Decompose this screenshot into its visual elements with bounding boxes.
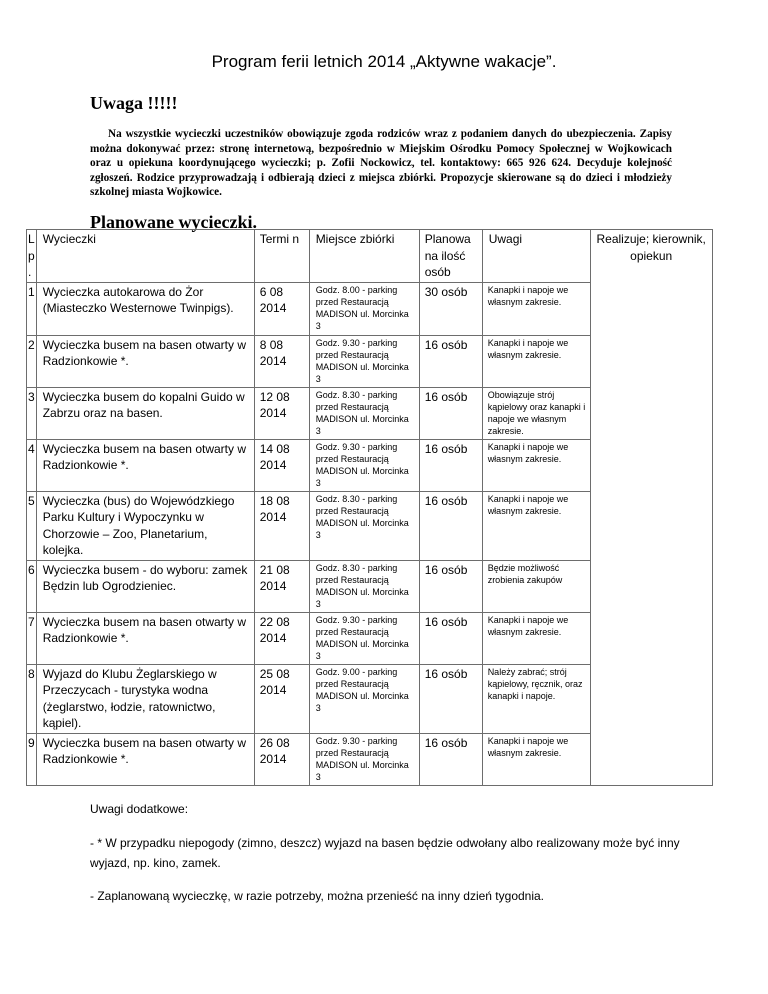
row-number: 4 [27, 439, 37, 491]
planned-count: 16 osób [419, 491, 482, 560]
trip-notes: Kanapki i napoje we własnym zakresie. [482, 439, 590, 491]
planned-count: 16 osób [419, 439, 482, 491]
planned-count: 16 osób [419, 733, 482, 785]
trip-notes: Kanapki i napoje we własnym zakresie. [482, 282, 590, 335]
planned-count: 16 osób [419, 387, 482, 439]
trip-date: 21 08 2014 [254, 560, 309, 612]
trip-notes: Kanapki i napoje we własnym zakresie. [482, 733, 590, 785]
trip-description: Wyjazd do Klubu Żeglarskiego w Przeczycach - turystyka wodna (żeglarstwo, łodzie, ratownictwo, kąpiel). [36, 664, 254, 733]
planned-count: 16 osób [419, 335, 482, 387]
meeting-place: Godz. 9.30 - parking przed Restauracją MADISON ul. Morcinka 3 [309, 439, 419, 491]
warning-heading: Uwaga !!!!! [90, 93, 178, 113]
planned-count: 16 osób [419, 612, 482, 664]
trip-notes: Należy zabrać; strój kąpielowy, ręcznik, oraz kanapki i napoje. [482, 664, 590, 733]
planned-trips-heading: Planowane wycieczki. [90, 212, 257, 232]
trip-description: Wycieczka busem na basen otwarty w Radzionkowie *. [36, 335, 254, 387]
planned-count: 16 osób [419, 560, 482, 612]
trip-description: Wycieczka busem do kopalni Guido w Zabrzu oraz na basen. [36, 387, 254, 439]
trip-notes: Będzie możliwość zrobienia zakupów [482, 560, 590, 612]
extra-notes-heading: Uwagi dodatkowe: [90, 802, 189, 816]
intro-paragraph: Na wszystkie wycieczki uczestników obowiązuje zgoda rodziców wraz z podaniem danych do ubezpieczenia. Zapisy można dokonywać przez: stronę internetową, bezpośrednio w Miejskim Ośrodku Pomocy Społecznej w Wojkowicach oraz u opiekuna koordynującego wycieczki; p. Zofii Nockowicz, tel. kontaktowy: 665 926 624. Decyduje kolejność zgłoszeń. Rodzice przyprowadzają i odbierają dzieci z miejsca zbiórki. Propozycje skierowane są do dzieci i młodzieży szkolnej miasta Wojkowice. [90, 128, 672, 198]
extra-note-2: - Zaplanowaną wycieczkę, w razie potrzeby, można przenieść na inny dzień tygodnia. [90, 889, 545, 903]
trip-notes: Kanapki i napoje we własnym zakresie. [482, 335, 590, 387]
trip-date: 25 08 2014 [254, 664, 309, 733]
header-trip: Wycieczki [36, 230, 254, 283]
header-place: Miejsce zbiórki [309, 230, 419, 283]
trip-description: Wycieczka autokarowa do Żor (Miasteczko Westernowe Twinpigs). [36, 282, 254, 335]
trip-date: 8 08 2014 [254, 335, 309, 387]
trip-description: Wycieczka busem - do wyboru: zamek Będzin lub Ogrodzieniec. [36, 560, 254, 612]
planned-count: 16 osób [419, 664, 482, 733]
planned-count: 30 osób [419, 282, 482, 335]
extra-note-1: - * W przypadku niepogody (zimno, deszcz) wyjazd na basen będzie odwołany albo realizowany może być inny wyjazd, np. kino, zamek. [90, 836, 680, 870]
trip-notes: Kanapki i napoje we własnym zakresie. [482, 491, 590, 560]
trip-description: Wycieczka busem na basen otwarty w Radzionkowie *. [36, 733, 254, 785]
trip-description: Wycieczka busem na basen otwarty w Radzionkowie *. [36, 612, 254, 664]
row-number: 8 [27, 664, 37, 733]
trip-date: 14 08 2014 [254, 439, 309, 491]
trip-notes: Kanapki i napoje we własnym zakresie. [482, 612, 590, 664]
row-number: 9 [27, 733, 37, 785]
table-header-row [27, 230, 713, 283]
meeting-place: Godz. 8.30 - parking przed Restauracją MADISON ul. Morcinka 3 [309, 560, 419, 612]
row-number: 7 [27, 612, 37, 664]
document-title: Program ferii letnich 2014 „Aktywne wakacje”. [211, 52, 557, 71]
meeting-place: Godz. 9.30 - parking przed Restauracją MADISON ul. Morcinka 3 [309, 335, 419, 387]
trip-date: 26 08 2014 [254, 733, 309, 785]
trip-date: 22 08 2014 [254, 612, 309, 664]
header-lp: L p . [27, 230, 37, 283]
row-number: 3 [27, 387, 37, 439]
trip-date: 12 08 2014 [254, 387, 309, 439]
trip-date: 6 08 2014 [254, 282, 309, 335]
header-realizes: Realizuje; kierownik, opiekun [590, 230, 712, 786]
meeting-place: Godz. 8.30 - parking przed Restauracją MADISON ul. Morcinka 3 [309, 491, 419, 560]
trip-date: 18 08 2014 [254, 491, 309, 560]
meeting-place: Godz. 8.00 - parking przed Restauracją MADISON ul. Morcinka 3 [309, 282, 419, 335]
row-number: 1 [27, 282, 37, 335]
trip-notes: Obowiązuje strój kąpielowy oraz kanapki i napoje we własnym zakresie. [482, 387, 590, 439]
row-number: 6 [27, 560, 37, 612]
meeting-place: Godz. 9.30 - parking przed Restauracją MADISON ul. Morcinka 3 [309, 733, 419, 785]
meeting-place: Godz. 9.00 - parking przed Restauracją MADISON ul. Morcinka 3 [309, 664, 419, 733]
row-number: 2 [27, 335, 37, 387]
header-count: Planowa na ilość osób [419, 230, 482, 283]
meeting-place: Godz. 9.30 - parking przed Restauracją MADISON ul. Morcinka 3 [309, 612, 419, 664]
header-notes: Uwagi [482, 230, 590, 283]
header-date: Termi n [254, 230, 309, 283]
trip-description: Wycieczka (bus) do Wojewódzkiego Parku Kultury i Wypoczynku w Chorzowie – Zoo, Planetarium, kolejka. [36, 491, 254, 560]
row-number: 5 [27, 491, 37, 560]
meeting-place: Godz. 8.30 - parking przed Restauracją MADISON ul. Morcinka 3 [309, 387, 419, 439]
trips-table [26, 229, 713, 786]
trip-description: Wycieczka busem na basen otwarty w Radzionkowie *. [36, 439, 254, 491]
